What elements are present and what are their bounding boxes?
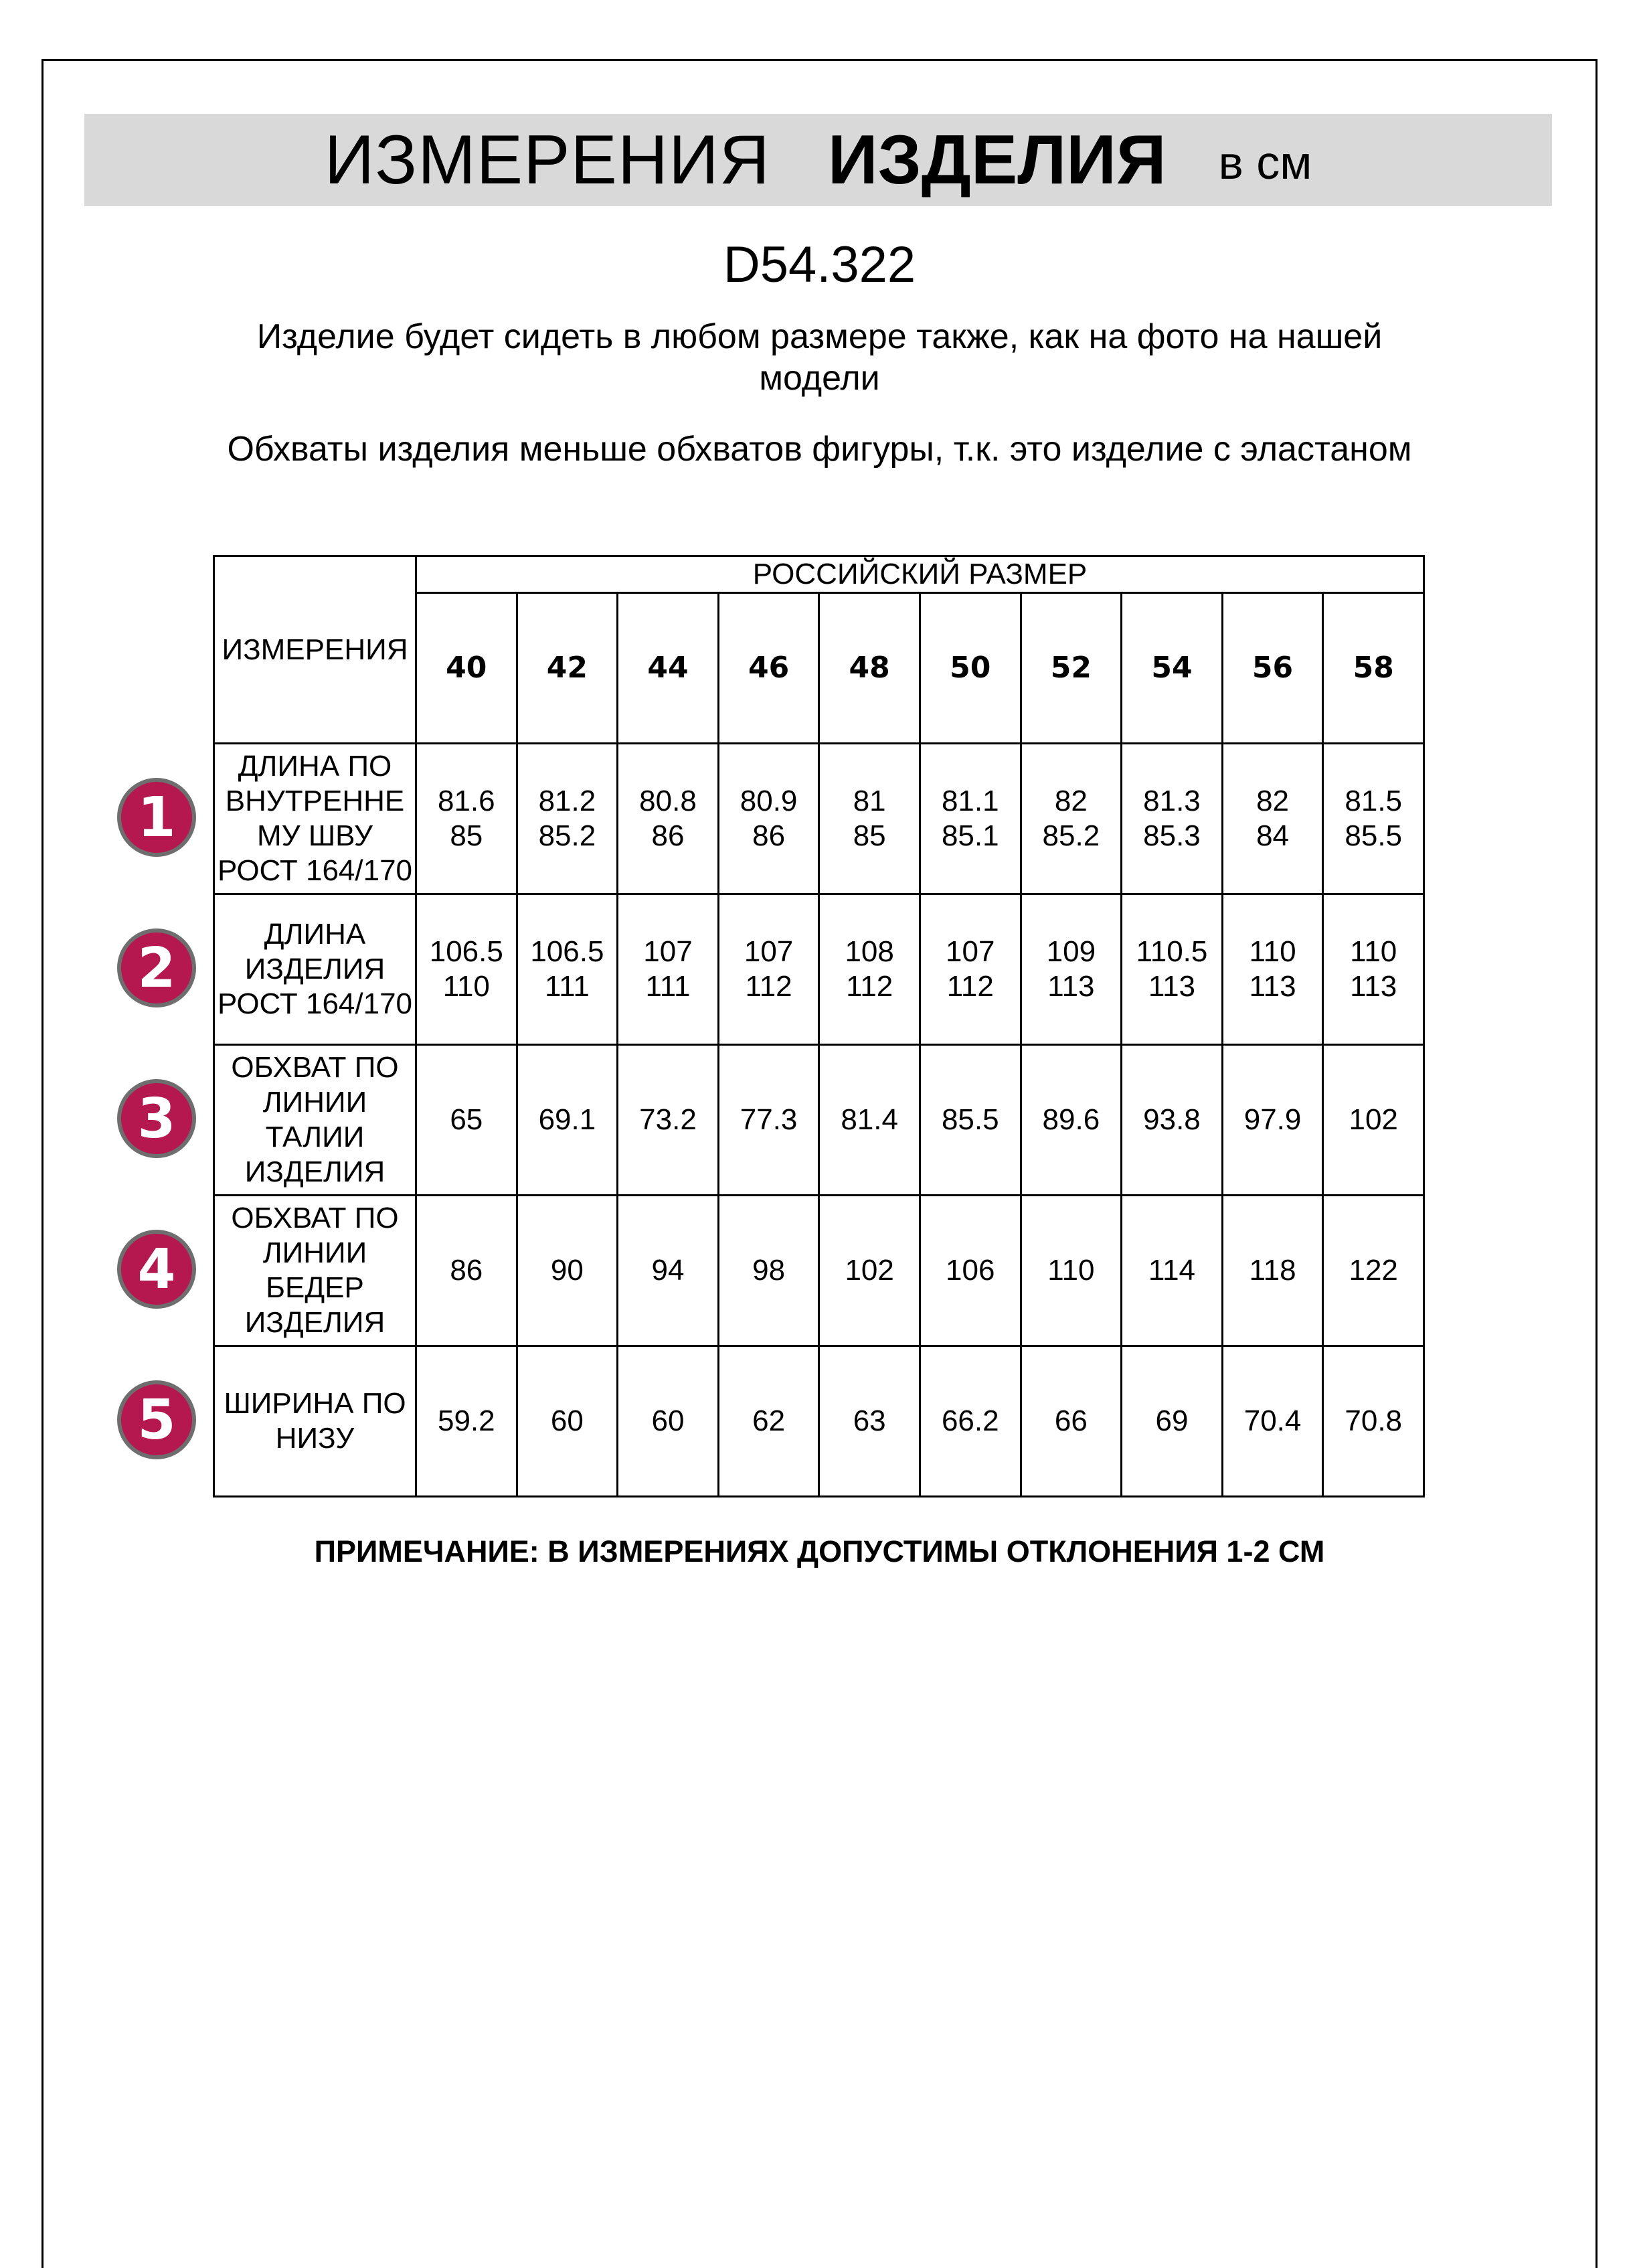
size-header: 44 xyxy=(618,593,719,744)
size-header: 46 xyxy=(718,593,819,744)
cell-value: 113 xyxy=(1148,970,1196,1003)
label-line: НИЗУ xyxy=(275,1422,355,1455)
value-cell xyxy=(1222,1045,1323,1196)
row-number-badge: 2 xyxy=(117,928,196,1007)
value-cell xyxy=(920,894,1021,1045)
cell-value: 73.2 xyxy=(639,1103,697,1136)
value-cell xyxy=(618,1196,719,1346)
cell-value: 110 xyxy=(1350,935,1397,968)
value-cell xyxy=(517,894,618,1045)
title-part2: ИЗДЕЛИЯ xyxy=(827,120,1167,199)
label-line: ИЗДЕЛИЯ xyxy=(244,1155,385,1188)
value-cell xyxy=(517,1045,618,1196)
label-line: ВНУТРЕННЕ xyxy=(225,785,405,817)
cell-value: 110 xyxy=(1047,1254,1095,1287)
cell-value: 62 xyxy=(752,1404,786,1437)
measurement-label xyxy=(214,744,416,894)
cell-value: 118 xyxy=(1249,1254,1296,1287)
cell-value: 106 xyxy=(946,1254,995,1287)
cell-value: 81.2 xyxy=(538,785,596,817)
value-cell xyxy=(517,1196,618,1346)
value-cell xyxy=(416,1045,517,1196)
value-cell xyxy=(517,1346,618,1497)
cell-value: 86 xyxy=(450,1254,483,1287)
value-cell xyxy=(718,894,819,1045)
value-cell xyxy=(718,744,819,894)
elastane-note: Обхваты изделия меньше обхватов фигуры, т.к. это изделие с эластаном xyxy=(227,430,1412,469)
cell-value: 90 xyxy=(550,1254,584,1287)
cell-value: 85.1 xyxy=(941,819,999,852)
value-cell xyxy=(920,744,1021,894)
cell-value: 113 xyxy=(1350,970,1397,1003)
cell-value: 70.8 xyxy=(1345,1404,1403,1437)
cell-value: 86 xyxy=(752,819,786,852)
cell-value: 69.1 xyxy=(538,1103,596,1136)
cell-value: 89.6 xyxy=(1042,1103,1100,1136)
cell-value: 107 xyxy=(744,935,794,968)
value-cell xyxy=(1021,1196,1122,1346)
cell-value: 82 xyxy=(1054,785,1088,817)
cell-value: 107 xyxy=(643,935,693,968)
cell-value: 65 xyxy=(450,1103,483,1136)
value-cell xyxy=(1122,1196,1223,1346)
cell-value: 107 xyxy=(946,935,995,968)
value-cell xyxy=(718,1045,819,1196)
cell-value: 93.8 xyxy=(1143,1103,1201,1136)
russian-size-header: РОССИЙСКИЙ РАЗМЕР xyxy=(416,556,1424,593)
label-line: ОБХВАТ ПО xyxy=(231,1202,399,1234)
label-line: ИЗДЕЛИЯ xyxy=(244,953,385,985)
table-row xyxy=(214,1045,1424,1196)
cell-value: 85.5 xyxy=(941,1103,999,1136)
measurement-label xyxy=(214,1346,416,1497)
cell-value: 86 xyxy=(651,819,685,852)
value-cell xyxy=(819,1346,920,1497)
cell-value: 97.9 xyxy=(1243,1103,1302,1136)
cell-value: 122 xyxy=(1349,1254,1398,1287)
cell-value: 59.2 xyxy=(437,1404,495,1437)
value-cell xyxy=(718,1346,819,1497)
value-cell xyxy=(1122,1346,1223,1497)
cell-value: 81.6 xyxy=(437,785,495,817)
table-row xyxy=(214,894,1424,1045)
cell-value: 106.5 xyxy=(429,935,503,968)
row-number-badge: 5 xyxy=(117,1380,196,1459)
size-header: 58 xyxy=(1323,593,1424,744)
cell-value: 84 xyxy=(1256,819,1290,852)
cell-value: 81.5 xyxy=(1345,785,1403,817)
label-line: ДЛИНА xyxy=(264,918,366,951)
value-cell xyxy=(1222,1196,1323,1346)
value-cell xyxy=(416,1346,517,1497)
cell-value: 110 xyxy=(442,970,490,1003)
value-cell xyxy=(1323,744,1424,894)
size-header: 48 xyxy=(819,593,920,744)
cell-value: 69 xyxy=(1155,1404,1189,1437)
size-header: 42 xyxy=(517,593,618,744)
value-cell xyxy=(618,1045,719,1196)
label-line: ШИРИНА ПО xyxy=(224,1387,406,1420)
cell-value: 70.4 xyxy=(1243,1404,1302,1437)
value-cell xyxy=(819,894,920,1045)
size-table xyxy=(213,555,1425,1497)
label-line: РОСТ 164/170 xyxy=(217,854,413,887)
cell-value: 60 xyxy=(550,1404,584,1437)
cell-value: 85 xyxy=(450,819,483,852)
value-cell xyxy=(618,894,719,1045)
measurement-label xyxy=(214,894,416,1045)
cell-value: 108 xyxy=(845,935,894,968)
cell-value: 81.4 xyxy=(841,1103,898,1136)
label-line: ЛИНИИ xyxy=(262,1236,367,1269)
label-line: МУ ШВУ xyxy=(257,819,373,852)
table-row xyxy=(214,744,1424,894)
cell-value: 66 xyxy=(1054,1404,1088,1437)
label-line: ОБХВАТ ПО xyxy=(231,1051,399,1084)
cell-value: 66.2 xyxy=(941,1404,999,1437)
cell-value: 112 xyxy=(946,970,994,1003)
value-cell xyxy=(819,744,920,894)
cell-value: 112 xyxy=(846,970,893,1003)
value-cell xyxy=(618,744,719,894)
label-line: РОСТ 164/170 xyxy=(217,987,413,1020)
cell-value: 81 xyxy=(853,785,886,817)
cell-value: 60 xyxy=(651,1404,685,1437)
label-line: ЛИНИИ xyxy=(262,1086,367,1119)
value-cell xyxy=(1122,744,1223,894)
value-cell xyxy=(416,744,517,894)
value-cell xyxy=(1122,1045,1223,1196)
value-cell xyxy=(1222,744,1323,894)
value-cell xyxy=(920,1346,1021,1497)
cell-value: 106.5 xyxy=(530,935,604,968)
value-cell xyxy=(1222,894,1323,1045)
measurements-header: ИЗМЕРЕНИЯ xyxy=(214,556,416,744)
value-cell xyxy=(416,894,517,1045)
row-number-badge: 3 xyxy=(117,1079,196,1158)
size-header: 52 xyxy=(1021,593,1122,744)
cell-value: 111 xyxy=(544,970,590,1003)
size-header: 40 xyxy=(416,593,517,744)
label-line: ИЗДЕЛИЯ xyxy=(244,1306,385,1339)
value-cell xyxy=(1021,1346,1122,1497)
cell-value: 63 xyxy=(853,1404,886,1437)
cell-value: 111 xyxy=(645,970,691,1003)
table-header-row xyxy=(214,556,1424,593)
table-row xyxy=(214,1346,1424,1497)
tolerance-note: ПРИМЕЧАНИЕ: В ИЗМЕРЕНИЯХ ДОПУСТИМЫ ОТКЛОНЕНИЯ 1-2 СМ xyxy=(314,1534,1325,1568)
table-row xyxy=(214,1196,1424,1346)
cell-value: 85.3 xyxy=(1143,819,1201,852)
label-line: БЕДЕР xyxy=(266,1271,364,1304)
cell-value: 85.2 xyxy=(538,819,596,852)
cell-value: 94 xyxy=(651,1254,685,1287)
cell-value: 113 xyxy=(1249,970,1296,1003)
cell-value: 98 xyxy=(752,1254,786,1287)
row-number-badge: 1 xyxy=(117,778,196,857)
value-cell xyxy=(920,1196,1021,1346)
size-header: 50 xyxy=(920,593,1021,744)
cell-value: 112 xyxy=(745,970,792,1003)
value-cell xyxy=(517,744,618,894)
cell-value: 81.3 xyxy=(1143,785,1201,817)
row-number-badge: 4 xyxy=(117,1230,196,1309)
value-cell xyxy=(1021,1045,1122,1196)
cell-value: 82 xyxy=(1256,785,1290,817)
value-cell xyxy=(718,1196,819,1346)
value-cell xyxy=(1021,894,1122,1045)
cell-value: 81.1 xyxy=(941,785,999,817)
value-cell xyxy=(819,1045,920,1196)
value-cell xyxy=(1323,1045,1424,1196)
value-cell xyxy=(819,1196,920,1346)
cell-value: 77.3 xyxy=(740,1103,798,1136)
cell-value: 102 xyxy=(1349,1103,1398,1136)
cell-value: 110.5 xyxy=(1136,935,1208,968)
value-cell xyxy=(618,1346,719,1497)
value-cell xyxy=(1222,1346,1323,1497)
page-title xyxy=(84,114,1552,206)
cell-value: 109 xyxy=(1046,935,1096,968)
title-part1: ИЗМЕРЕНИЯ xyxy=(324,120,770,199)
value-cell xyxy=(1323,894,1424,1045)
title-unit: в см xyxy=(1218,137,1312,189)
value-cell xyxy=(1323,1196,1424,1346)
fit-note: Изделие будет сидеть в любом размере также, как на фото на нашей модели xyxy=(256,317,1383,398)
value-cell xyxy=(416,1196,517,1346)
cell-value: 85.2 xyxy=(1042,819,1100,852)
measurement-label xyxy=(214,1045,416,1196)
article-code: D54.322 xyxy=(723,236,916,293)
cell-value: 80.8 xyxy=(639,785,697,817)
value-cell xyxy=(1323,1346,1424,1497)
cell-value: 85.5 xyxy=(1345,819,1403,852)
value-cell xyxy=(1122,894,1223,1045)
label-line: ДЛИНА ПО xyxy=(238,750,392,783)
label-line: ТАЛИИ xyxy=(265,1121,365,1153)
title-banner xyxy=(84,114,1552,206)
cell-value: 113 xyxy=(1047,970,1095,1003)
cell-value: 85 xyxy=(853,819,886,852)
cell-value: 80.9 xyxy=(740,785,798,817)
size-header: 56 xyxy=(1222,593,1323,744)
cell-value: 114 xyxy=(1148,1254,1196,1287)
cell-value: 110 xyxy=(1249,935,1296,968)
cell-value: 102 xyxy=(845,1254,894,1287)
value-cell xyxy=(920,1045,1021,1196)
size-header: 54 xyxy=(1122,593,1223,744)
value-cell xyxy=(1021,744,1122,894)
measurement-label xyxy=(214,1196,416,1346)
